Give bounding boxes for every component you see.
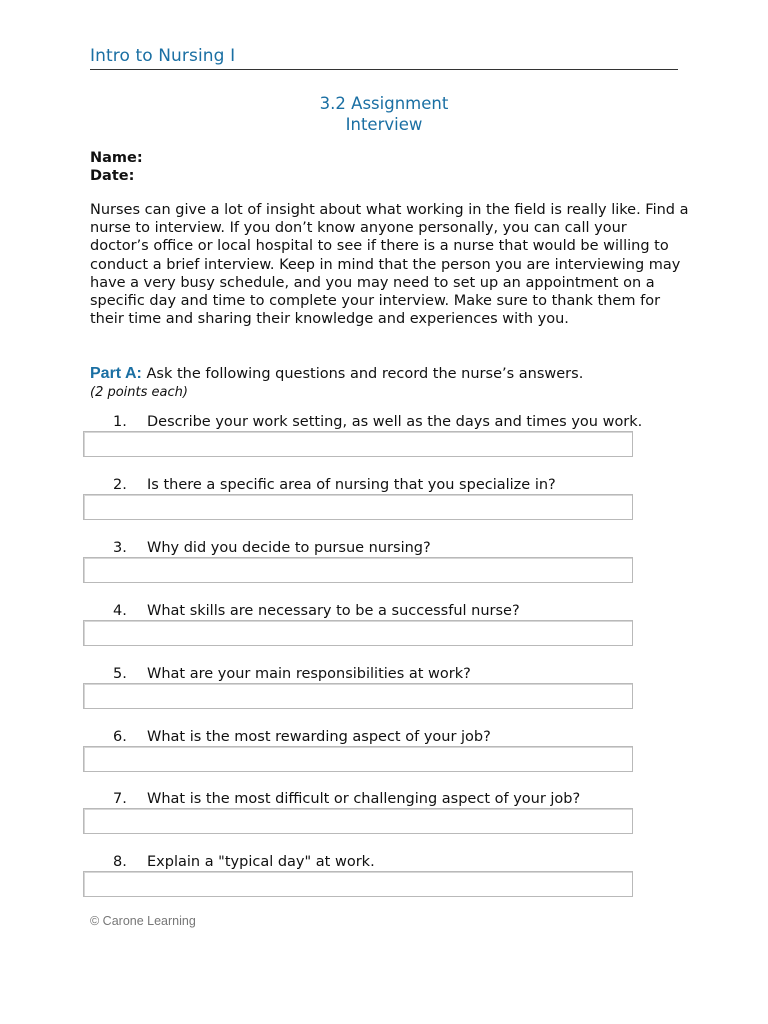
points-note: (2 points each) [90,385,188,400]
assignment-title-line-2: Interview [345,115,423,134]
header-divider [90,69,678,70]
question-text: Explain a "typical day" at work. [147,854,375,870]
question-2 [0,477,768,537]
question-number: 3. [113,540,127,556]
question-number: 4. [113,603,127,619]
question-text: Why did you decide to pursue nursing? [147,540,431,556]
assignment-title [90,93,678,135]
answer-field-1[interactable] [83,431,633,457]
course-title: Intro to Nursing I [90,46,236,66]
question-1 [0,414,768,474]
question-text: What are your main responsibilities at work? [147,666,471,682]
answer-field-7[interactable] [83,808,633,834]
part-a-heading [90,365,583,383]
answer-field-4[interactable] [83,620,633,646]
part-a-label: Part A: [90,365,142,382]
answer-field-5[interactable] [83,683,633,709]
question-7 [0,791,768,851]
question-text: What skills are necessary to be a successful nurse? [147,603,520,619]
question-6 [0,729,768,789]
question-4 [0,603,768,663]
question-3 [0,540,768,600]
question-number: 6. [113,729,127,745]
question-number: 2. [113,477,127,493]
part-a-instruction: Ask the following questions and record the nurse’s answers. [141,366,584,382]
question-text: Is there a specific area of nursing that you specialize in? [147,477,556,493]
question-number: 1. [113,414,127,430]
question-8 [0,854,768,914]
question-text: What is the most difficult or challenging aspect of your job? [147,791,581,807]
answer-field-3[interactable] [83,557,633,583]
question-number: 8. [113,854,127,870]
answer-field-8[interactable] [83,871,633,897]
copyright-footer: © Carone Learning [90,914,196,928]
answer-field-2[interactable] [83,494,633,520]
intro-paragraph: Nurses can give a lot of insight about what working in the field is really like. Find a nurse to interview. If you don’t know anyone personally, you can call your doctor’s office or local hospital to see if there is a nurse that would be willing to conduct a brief interview. Keep in mind that the person you are interviewing may have a very busy schedule, and you may need to set up an appointment on a specific day and time to complete your interview. Make sure to thank them for their time and sharing their knowledge and experiences with you. [90,202,689,328]
name-label: Name: [90,150,143,166]
question-5 [0,666,768,726]
question-text: Describe your work setting, as well as the days and times you work. [147,414,643,430]
question-number: 7. [113,791,127,807]
question-text: What is the most rewarding aspect of your job? [147,729,491,745]
question-number: 5. [113,666,127,682]
answer-field-6[interactable] [83,746,633,772]
assignment-title-line-1: 3.2 Assignment [319,94,449,113]
date-label: Date: [90,168,135,184]
